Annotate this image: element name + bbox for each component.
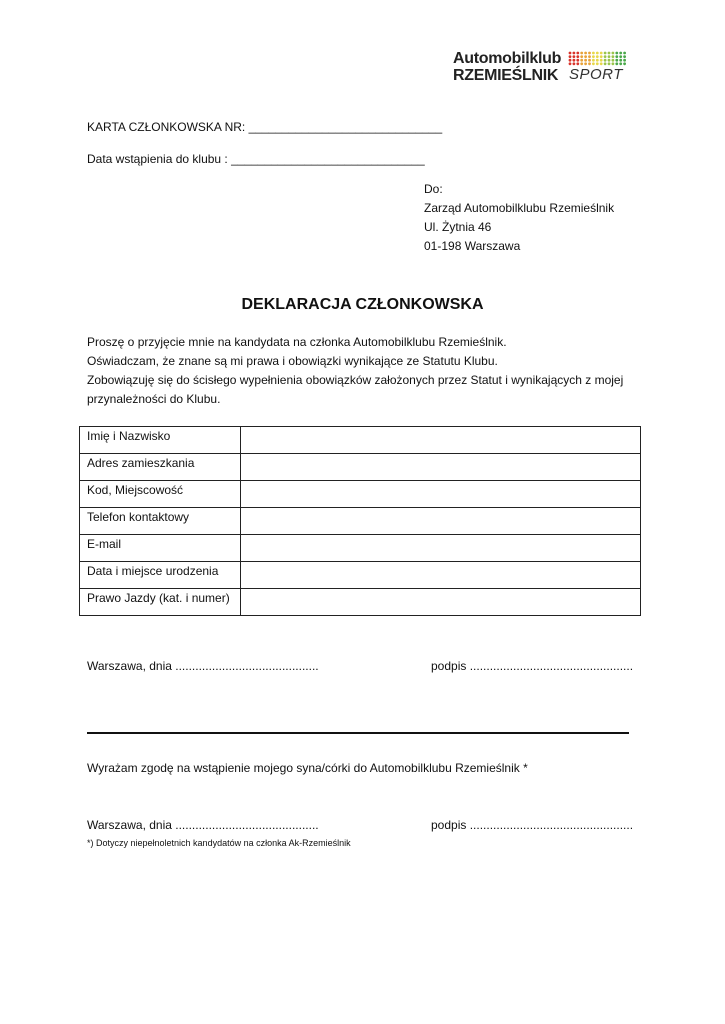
logo-dot: [596, 52, 599, 55]
member-data-table: [79, 426, 641, 616]
birth-value-cell[interactable]: [241, 562, 641, 589]
logo-dot: [573, 59, 576, 62]
logo-dot: [612, 55, 615, 58]
logo-sport: SPORT: [569, 66, 623, 83]
logo-dot: [592, 59, 595, 62]
logo-dot: [584, 62, 587, 65]
logo-dot: [619, 59, 622, 62]
declaration-text: [87, 333, 647, 409]
row-label: Prawo Jazdy (kat. i numer): [80, 589, 241, 616]
logo-dot: [619, 52, 622, 55]
logo-dot: [623, 59, 626, 62]
logo-dot: [619, 55, 622, 58]
logo-dot: [588, 55, 591, 58]
logo-dot: [615, 62, 618, 65]
signature-line: podpis .................................................: [431, 818, 634, 832]
logo-dot: [569, 59, 572, 62]
table-row: [80, 535, 641, 562]
logo-dot: [623, 55, 626, 58]
logo-dot: [600, 55, 603, 58]
logo-dot: [615, 59, 618, 62]
logo-dot: [615, 55, 618, 58]
table-row: [80, 481, 641, 508]
card-number-field: KARTA CZŁONKOWSKA NR: _____________________________: [87, 120, 443, 134]
document-title: DEKLARACJA CZŁONKOWSKA: [241, 296, 484, 313]
declaration-line: Zobowiązuję się do ścisłego wypełnienia obowiązków założonych przez Statut i wynikających z mojej: [87, 373, 624, 387]
logo-dot: [596, 62, 599, 65]
table-row: [80, 508, 641, 535]
logo-dot: [576, 59, 579, 62]
name-value-cell[interactable]: [241, 427, 641, 454]
logo-dot: [608, 59, 611, 62]
club-logo: [450, 48, 635, 88]
row-label: E-mail: [80, 535, 241, 562]
row-label: Telefon kontaktowy: [80, 508, 241, 535]
logo-dot: [584, 55, 587, 58]
logo-dot: [584, 52, 587, 55]
logo-dot: [576, 52, 579, 55]
address-line3: 01-198 Warszawa: [424, 239, 521, 253]
declaration-line: Oświadczam, że znane są mi prawa i obowiązki wynikające ze Statutu Klubu.: [87, 354, 498, 368]
phone-value-cell[interactable]: [241, 508, 641, 535]
footnote: *) Dotyczy niepełnoletnich kandydatów na członka Ak-Rzemieślnik: [87, 838, 351, 848]
logo-dot: [588, 59, 591, 62]
logo-dot: [569, 55, 572, 58]
declaration-line: Proszę o przyjęcie mnie na kandydata na członka Automobilklubu Rzemieślnik.: [87, 335, 507, 349]
logo-dot: [580, 52, 583, 55]
logo-dot: [588, 62, 591, 65]
logo-dot: [608, 52, 611, 55]
email-value-cell[interactable]: [241, 535, 641, 562]
parental-consent-text: Wyrażam zgodę na wstąpienie mojego syna/córki do Automobilklubu Rzemieślnik *: [87, 761, 528, 775]
logo-dot: [612, 62, 615, 65]
logo-dot: [584, 59, 587, 62]
logo-dot: [588, 52, 591, 55]
logo-dot: [596, 59, 599, 62]
row-label: Kod, Miejscowość: [80, 481, 241, 508]
row-label: Imię i Nazwisko: [80, 427, 241, 454]
join-date-field: Data wstąpienia do klubu : _____________________________: [87, 152, 425, 166]
logo-dot-grid-icon: [568, 51, 628, 67]
logo-dot: [576, 55, 579, 58]
row-label: Data i miejsce urodzenia: [80, 562, 241, 589]
logo-dot: [600, 62, 603, 65]
table-row: [80, 454, 641, 481]
logo-dot: [592, 55, 595, 58]
logo-dot: [580, 62, 583, 65]
logo-dot: [623, 52, 626, 55]
logo-dot: [600, 52, 603, 55]
logo-dot: [569, 62, 572, 65]
address-to: Do:: [424, 182, 443, 196]
logo-dot: [619, 62, 622, 65]
logo-dot: [615, 52, 618, 55]
logo-dot: [573, 52, 576, 55]
logo-dot: [596, 55, 599, 58]
address-line2: Ul. Żytnia 46: [424, 220, 492, 234]
logo-dot: [592, 62, 595, 65]
row-label: Adres zamieszkania: [80, 454, 241, 481]
logo-line1: Automobilklub: [453, 50, 562, 67]
logo-wordmark: [453, 50, 561, 84]
address-line1: Zarząd Automobilklubu Rzemieślnik: [424, 201, 615, 215]
table-row: [80, 562, 641, 589]
logo-dot: [612, 52, 615, 55]
logo-dot: [604, 62, 607, 65]
signature-line: podpis .................................................: [431, 659, 634, 673]
place-date-line: Warszawa, dnia ...........................................: [87, 818, 319, 832]
table-row: [80, 589, 641, 616]
logo-dot: [592, 52, 595, 55]
logo-dot: [623, 62, 626, 65]
logo-dot: [576, 62, 579, 65]
logo-dot: [569, 52, 572, 55]
logo-dot: [573, 62, 576, 65]
logo-dot: [612, 59, 615, 62]
logo-dot: [580, 55, 583, 58]
logo-dot: [604, 55, 607, 58]
table-row: [80, 427, 641, 454]
license-value-cell[interactable]: [241, 589, 641, 616]
logo-dot: [573, 55, 576, 58]
postal-value-cell[interactable]: [241, 481, 641, 508]
logo-line2: RZEMIEŚLNIK: [453, 67, 559, 84]
logo-dot: [580, 59, 583, 62]
declaration-line: przynależności do Klubu.: [87, 392, 221, 406]
logo-dot: [604, 52, 607, 55]
logo-dot: [604, 59, 607, 62]
place-date-line: Warszawa, dnia ...........................................: [87, 659, 319, 673]
logo-dot: [608, 62, 611, 65]
recipient-address: [424, 180, 614, 256]
address-value-cell[interactable]: [241, 454, 641, 481]
logo-dot: [608, 55, 611, 58]
logo-dot: [600, 59, 603, 62]
section-divider: [87, 732, 629, 734]
